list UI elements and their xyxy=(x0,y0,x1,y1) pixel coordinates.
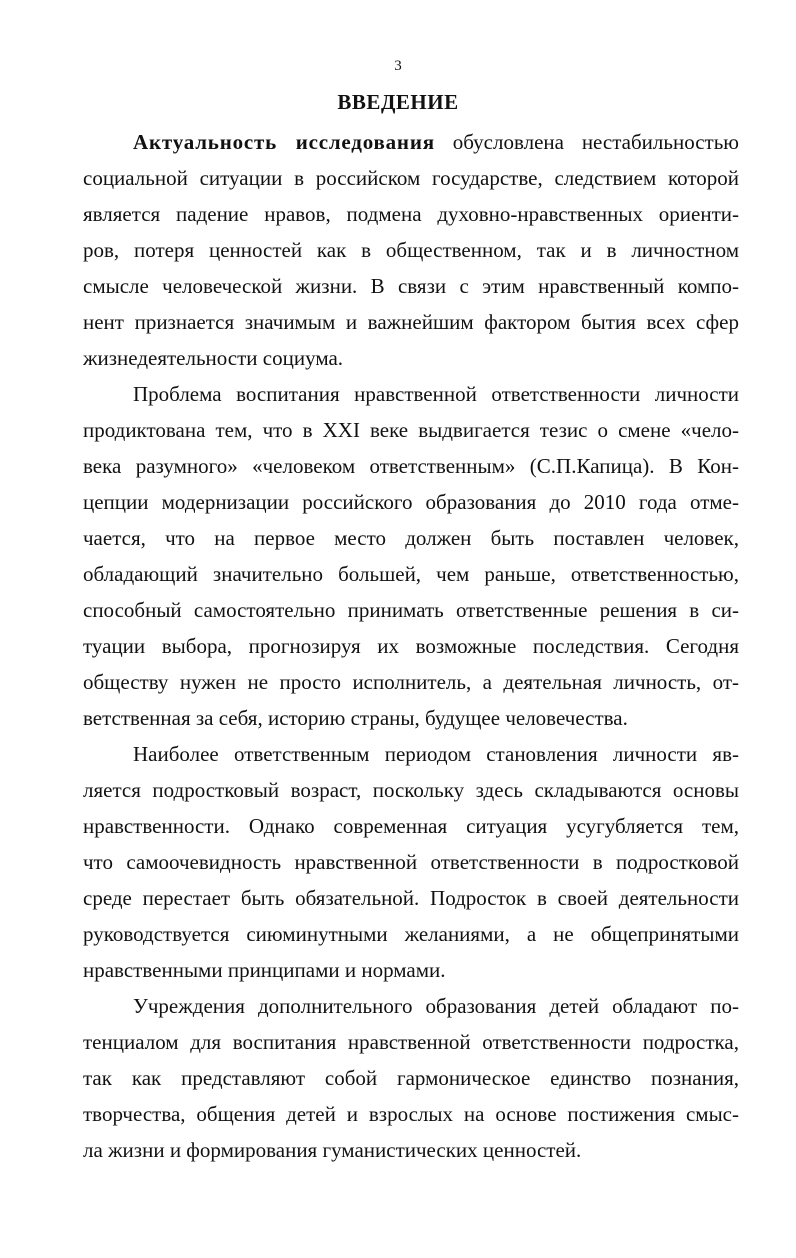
text-line: обществу нужен не просто исполнитель, а деятельная личность, от- xyxy=(83,670,739,694)
text-line: чается, что на первое место должен быть поставлен человек, xyxy=(83,526,739,550)
paragraph-relevance xyxy=(83,124,739,376)
text-line: ров, потеря ценностей как в общественном, так и в личностном xyxy=(83,238,739,262)
text-line: нент признается значимым и важнейшим фактором бытия всех сфер xyxy=(83,310,739,334)
text-line: нравственности. Однако современная ситуация усугубляется тем, xyxy=(83,814,739,838)
text-line: туации выбора, прогнозируя их возможные последствия. Сегодня xyxy=(83,634,739,658)
text-line: среде перестает быть обязательной. Подросток в своей деятельности xyxy=(83,886,739,910)
body-text xyxy=(83,124,739,1168)
text-line: творчества, общения детей и взрослых на основе постижения смыс- xyxy=(83,1102,739,1126)
text-line: является падение нравов, подмена духовно-нравственных ориенти- xyxy=(83,202,739,226)
text-line: так как представляют собой гармоническое единство познания, xyxy=(83,1066,739,1090)
paragraph-adolescence xyxy=(83,736,739,988)
text-line: социальной ситуации в российском государстве, следствием которой xyxy=(83,166,739,190)
text-line: ла жизни и формирования гуманистических ценностей. xyxy=(83,1138,582,1162)
text-line: что самоочевидность нравственной ответственности в подростковой xyxy=(83,850,739,874)
text-line: тенциалом для воспитания нравственной ответственности подростка, xyxy=(83,1030,739,1054)
text-line: Актуальность исследования обусловлена нестабильностью xyxy=(133,130,739,154)
paragraph-institutions xyxy=(83,988,739,1168)
text-line: продиктована тем, что в XXI веке выдвигается тезис о смене «чело- xyxy=(83,418,739,442)
text-line: ветственная за себя, историю страны, будущее человечества. xyxy=(83,706,628,730)
text-line: Наиболее ответственным периодом становления личности яв- xyxy=(133,742,739,766)
text-line: жизнедеятельности социума. xyxy=(83,346,344,370)
section-title: ВВЕДЕНИЕ xyxy=(337,90,459,114)
text-line: века разумного» «человеком ответственным» (С.П.Капица). В Кон- xyxy=(83,454,739,478)
text-line: смысле человеческой жизни. В связи с этим нравственный компо- xyxy=(83,274,739,298)
text-line: способный самостоятельно принимать ответственные решения в си- xyxy=(83,598,739,622)
text-line: ляется подростковый возраст, поскольку здесь складываются основы xyxy=(83,778,739,802)
text-line: цепции модернизации российского образования до 2010 года отме- xyxy=(83,490,739,514)
text-line: нравственными принципами и нормами. xyxy=(83,958,446,982)
paragraph-problem xyxy=(83,376,739,736)
relevance-lead: Актуальность исследования xyxy=(133,130,435,154)
text-line: обладающий значительно большей, чем раньше, ответственностью, xyxy=(83,562,739,586)
text-line: Учреждения дополнительного образования детей обладают по- xyxy=(133,994,739,1018)
text-line: Проблема воспитания нравственной ответственности личности xyxy=(133,382,739,406)
page-number: 3 xyxy=(394,58,402,74)
text-line: руководствуется сиюминутными желаниями, а не общепринятыми xyxy=(83,922,739,946)
